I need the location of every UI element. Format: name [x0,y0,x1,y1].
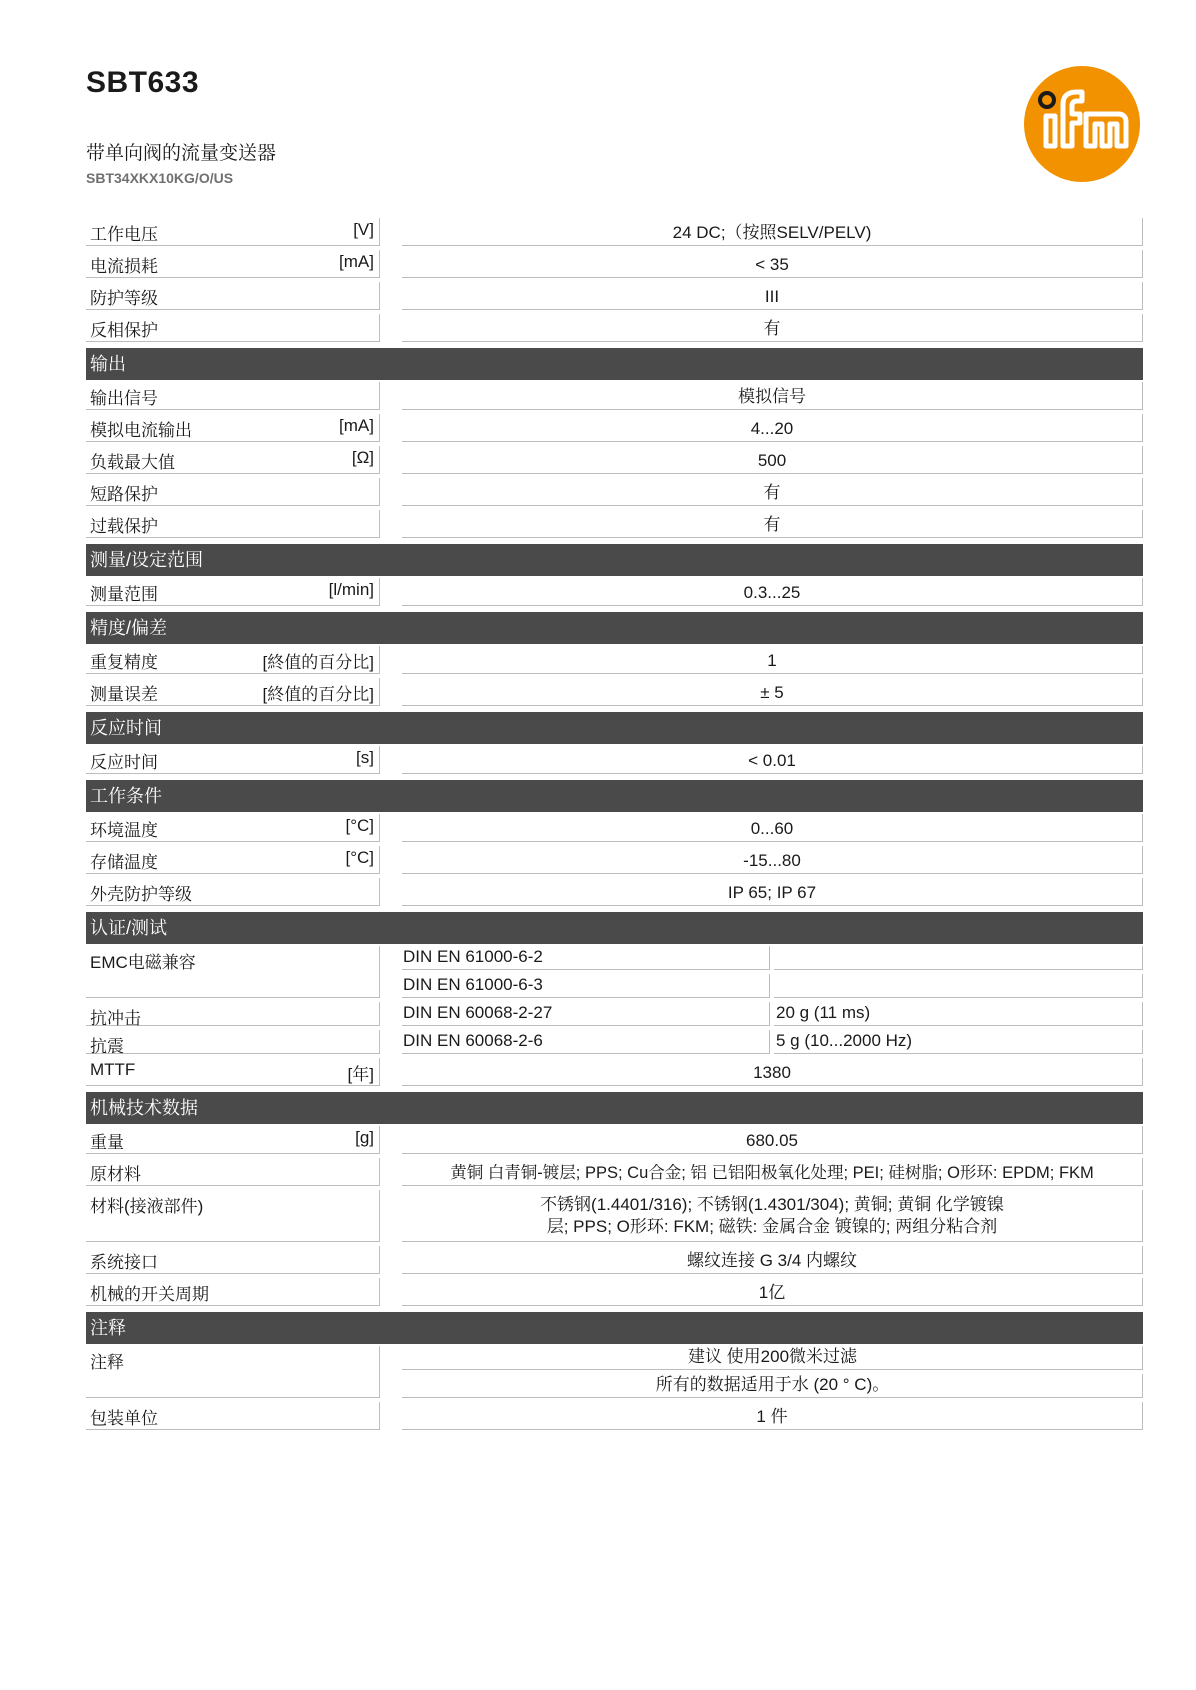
row-label: 注释 [90,1353,124,1372]
row-value: 1 件 [402,1402,1143,1430]
row-label: 防护等级 [90,289,158,308]
row-label: 短路保护 [90,485,158,504]
row-value: 0.3...25 [402,578,1143,606]
row-label: 环境温度 [90,821,158,840]
row-value: < 35 [402,250,1143,278]
section-header-accuracy: 精度/偏差 [86,612,1143,644]
row-value: 建议 使用200微米过滤 [402,1346,1143,1370]
row-label: 测量误差 [90,685,158,704]
row-label: 机械的开关周期 [90,1285,209,1304]
row-label: 测量范围 [90,585,158,604]
row-unit: [g] [355,1128,374,1147]
section-header-range: 测量/设定范围 [86,544,1143,576]
row-value [402,1190,1143,1242]
row-value: -15...80 [402,846,1143,874]
row-value: 4...20 [402,414,1143,442]
row-unit: [終值的百分比] [262,685,374,704]
row-label: 抗冲击 [90,1009,141,1028]
value-line: 不锈钢(1.4401/316); 不锈钢(1.4301/304); 黄铜; 黄铜 化学镀镍 [540,1195,1004,1214]
row-label: 重复精度 [90,653,158,672]
page-title: SBT633 [86,66,200,99]
row-label: 包装单位 [90,1409,158,1428]
row-unit: [s] [356,748,374,767]
row-value: 螺纹连接 G 3/4 内螺纹 [402,1246,1143,1274]
spec-row [86,1158,1143,1190]
row-unit: [V] [353,220,374,239]
row-value: 所有的数据适用于水 (20 ° C)。 [402,1374,1143,1398]
row-value: 1 [402,646,1143,674]
row-label: 反应时间 [90,753,158,772]
standard-cell: DIN EN 60068-2-6 [402,1030,770,1054]
row-unit: [°C] [345,816,374,835]
row-label: 材料(接液部件) [90,1197,204,1216]
row-label: 输出信号 [90,389,158,408]
section-header-tests: 认证/测试 [86,912,1143,944]
row-value: ± 5 [402,678,1143,706]
spec-row [86,1278,1143,1310]
row-label: MTTF [90,1060,136,1079]
row-value: < 0.01 [402,746,1143,774]
spec-row [86,1190,1143,1246]
spec-row [86,414,1143,446]
spec-row [86,282,1143,314]
row-label: 反相保护 [90,321,158,340]
row-label: 系统接口 [90,1253,158,1272]
row-value: 500 [402,446,1143,474]
spec-row [86,814,1143,846]
row-value: 680.05 [402,1126,1143,1154]
value-line: 层; PPS; O形环: FKM; 磁铁: 金属合金 镀镍的; 两组分粘合剂 [546,1217,998,1236]
section-header-response: 反应时间 [86,712,1143,744]
standard-cell: DIN EN 60068-2-27 [402,1002,770,1026]
row-unit: [Ω] [351,448,374,467]
row-unit: [l/min] [328,580,374,599]
spec-row-emc [86,946,1143,1002]
row-value: 模拟信号 [402,382,1143,410]
row-value: 1亿 [402,1278,1143,1306]
row-value: III [402,282,1143,310]
row-value: 有 [402,510,1143,538]
section-header-notes: 注释 [86,1312,1143,1344]
row-value: 黄铜 白青铜-镀层; PPS; Cu合金; 铝 已铝阳极氧化处理; PEI; 硅树脂; O形环: EPDM; FKM [402,1158,1143,1186]
row-value: 5 g (10...2000 Hz) [774,1030,1143,1054]
spec-row [86,646,1143,678]
section-header-conditions: 工作条件 [86,780,1143,812]
empty-cell [774,974,1143,998]
row-label: EMC电磁兼容 [90,953,196,972]
product-subtitle: 带单向阀的流量变送器 [86,143,277,164]
row-value: IP 65; IP 67 [402,878,1143,906]
row-value: 1380 [402,1058,1143,1086]
row-label: 电流损耗 [90,257,158,276]
row-unit: [°C] [345,848,374,867]
product-code: SBT34XKX10KG/O/US [86,170,234,186]
empty-cell [774,946,1143,970]
spec-row [86,250,1143,282]
standard-cell: DIN EN 61000-6-3 [402,974,770,998]
spec-row [86,878,1143,910]
row-label: 负载最大值 [90,453,175,472]
row-label: 抗震 [90,1037,124,1056]
row-unit: [年] [347,1065,374,1084]
spec-row [86,446,1143,478]
spec-row-notes [86,1346,1143,1402]
row-label: 工作电压 [90,225,158,244]
row-unit: [mA] [339,416,374,435]
spec-row [86,1058,1143,1090]
ifm-logo-icon [1022,64,1142,184]
spec-row [86,478,1143,510]
spec-row [86,746,1143,778]
standard-cell: DIN EN 61000-6-2 [402,946,770,970]
row-unit: [mA] [339,252,374,271]
spec-row-shock [86,1002,1143,1030]
spec-row [86,314,1143,346]
spec-row [86,1126,1143,1158]
row-label: 原材料 [90,1165,141,1184]
spec-row-vibration [86,1030,1143,1058]
spec-row [86,846,1143,878]
spec-row [86,510,1143,542]
spec-row [86,678,1143,710]
spec-row [86,1402,1143,1434]
row-value: 0...60 [402,814,1143,842]
section-header-output: 输出 [86,348,1143,380]
row-label: 存储温度 [90,853,158,872]
row-unit: [終值的百分比] [262,653,374,672]
row-value: 20 g (11 ms) [774,1002,1143,1026]
row-label: 外壳防护等级 [90,885,192,904]
row-value: 24 DC;（按照SELV/PELV) [402,218,1143,246]
row-value: 有 [402,314,1143,342]
spec-row [86,382,1143,414]
spec-table [86,218,1143,1434]
row-value: 有 [402,478,1143,506]
row-label: 重量 [90,1133,124,1152]
spec-row [86,578,1143,610]
row-label: 模拟电流输出 [90,421,192,440]
row-label: 过载保护 [90,517,158,536]
spec-row [86,218,1143,250]
spec-row [86,1246,1143,1278]
section-header-mechanical: 机械技术数据 [86,1092,1143,1124]
